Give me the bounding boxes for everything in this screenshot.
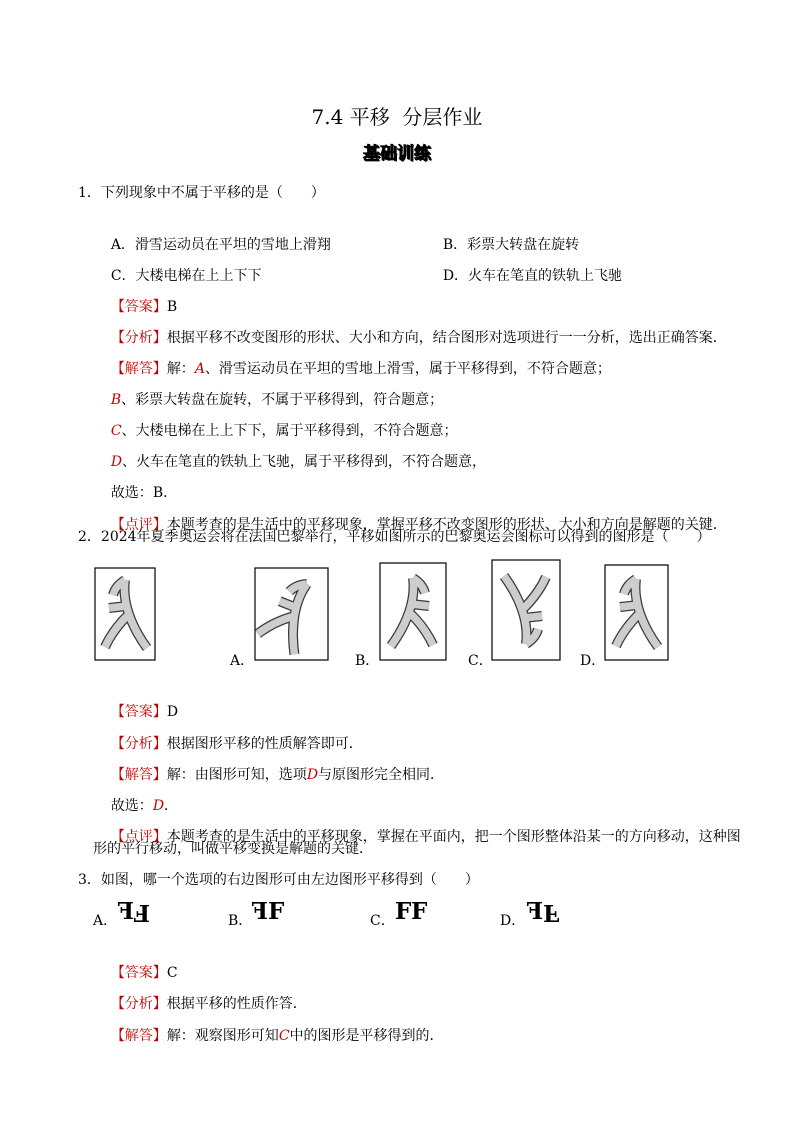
q2-original-figure xyxy=(94,567,156,661)
option-text: 滑雪运动员在平坦的雪地上滑翔 xyxy=(134,237,331,253)
solution-text: 中的图形是平移得到的． xyxy=(289,1028,444,1044)
comment-label: 【点评】 xyxy=(110,517,167,533)
answer-value: B xyxy=(166,299,178,315)
conclusion-end: ． xyxy=(163,485,178,501)
q1-stem: 1．下列现象中不属于平移的是（ ） xyxy=(78,185,325,201)
q2-option-b-label: B． xyxy=(355,653,380,669)
q3-option-c-figure xyxy=(395,900,427,926)
solution-letter: D xyxy=(306,767,319,783)
q3-option-b-label: B． xyxy=(228,913,253,929)
solution-letter: B xyxy=(110,392,122,408)
solution-label: 【解答】 xyxy=(110,361,167,377)
q3-option-d-label: D． xyxy=(500,913,526,929)
option-text: 彩票大转盘在旋转 xyxy=(467,237,580,253)
solution-text: 、火车在笔直的铁轨上飞驰，属于平移得到，不符合题意， xyxy=(122,454,487,470)
q2-option-a-figure xyxy=(254,567,329,661)
choose-label: 故选： xyxy=(110,485,153,501)
solution-letter: C xyxy=(278,1028,290,1044)
f-shape-mirrored: F xyxy=(251,898,268,925)
q2-option-d-figure xyxy=(604,564,669,661)
solution-text: 、彩票大转盘在旋转，不属于平移得到，符合题意； xyxy=(121,392,444,408)
q3-solution xyxy=(93,1006,444,1066)
paris-2024-logo-mirrored xyxy=(391,578,433,646)
answer-label: 【答案】 xyxy=(110,965,167,981)
paris-2024-logo xyxy=(105,580,147,648)
q2-option-c-label: C． xyxy=(468,653,493,669)
q2-option-b-figure xyxy=(379,562,447,661)
q3-option-c-label: C． xyxy=(370,913,395,929)
option-letter: D． xyxy=(442,268,469,284)
q1-option-d xyxy=(425,246,622,306)
answer-label: 【答案】 xyxy=(110,704,167,720)
section-heading: 基础训练 xyxy=(363,144,431,164)
answer-value: C xyxy=(166,965,178,981)
solution-intro: 解： xyxy=(166,361,195,377)
conclusion-letter: D xyxy=(152,798,165,814)
q3-option-d-figure xyxy=(527,900,559,926)
q2-option-a-label: A． xyxy=(230,653,255,669)
solution-letter: A xyxy=(194,361,205,377)
comment-text: 本题考查的是生活中的平移现象，掌握在平面内，把一个图形整体沿某一的方向移动，这种图 xyxy=(166,829,741,845)
conclusion-end: ． xyxy=(164,798,179,814)
q3-option-b-figure xyxy=(252,900,284,926)
option-letter: C． xyxy=(110,268,136,284)
option-letter: A． xyxy=(110,237,135,253)
paris-2024-logo-rotated xyxy=(257,575,326,655)
solution-text: 、大楼电梯在上上下下，属于平移得到，不符合题意； xyxy=(121,423,458,439)
option-text: 大楼电梯在上上下下 xyxy=(135,268,262,284)
f-shape-mirrored: F xyxy=(526,898,543,925)
solution-label: 【解答】 xyxy=(110,1028,167,1044)
analysis-text: 根据图形平移的性质解答即可． xyxy=(166,736,363,752)
paris-2024-logo xyxy=(616,579,658,647)
solution-text: 解：由图形可知，选项 xyxy=(166,767,307,783)
conclusion-letter: B xyxy=(152,485,164,501)
q3-stem: 3．如图，哪一个选项的右边图形可由左边图形平移得到（ ） xyxy=(78,872,479,888)
comment-text: 本题考查的是生活中的平移现象，掌握平移不改变图形的形状、大小和方向是解题的关键． xyxy=(166,517,727,533)
f-shape-mirrored: F xyxy=(117,898,134,925)
answer-value: D xyxy=(166,704,179,720)
solution-text: 与原图形完全相同． xyxy=(318,767,445,783)
solution-text: 、滑雪运动员在平坦的雪地上滑雪，属于平移得到，不符合题意； xyxy=(204,361,611,377)
f-shape: F xyxy=(268,898,285,925)
q2-option-d-label: D． xyxy=(580,653,606,669)
choose-label: 故选： xyxy=(110,798,153,814)
analysis-label: 【分析】 xyxy=(110,996,167,1012)
q3-option-a-label: A． xyxy=(93,913,118,929)
analysis-label: 【分析】 xyxy=(110,736,167,752)
f-shape: F xyxy=(411,898,428,925)
option-text: 火车在笔直的铁轨上飞驰 xyxy=(468,268,623,284)
analysis-text: 根据平移不改变图形的形状、大小和方向，结合图形对选项进行一一分析，选出正确答案． xyxy=(166,330,727,346)
analysis-text: 根据平移的性质作答． xyxy=(166,996,307,1012)
solution-letter: C xyxy=(110,423,122,439)
q3-option-a-figure xyxy=(118,900,150,926)
f-shape-rotated: F xyxy=(133,899,150,926)
q2-comment-continued: 形的平行移动，叫做平移变换是解题的关键． xyxy=(93,841,373,857)
comment-label: 【点评】 xyxy=(110,829,167,845)
f-shape-flipped: F xyxy=(543,899,560,926)
solution-text: 解：观察图形可知 xyxy=(166,1028,279,1044)
page-title: 7.4 平移 分层作业 xyxy=(311,105,483,129)
paris-2024-logo-inverted xyxy=(504,576,546,644)
option-letter: B． xyxy=(442,237,468,253)
solution-label: 【解答】 xyxy=(110,767,167,783)
solution-letter: D xyxy=(110,454,123,470)
q2-option-c-figure xyxy=(491,559,561,661)
analysis-label: 【分析】 xyxy=(110,330,167,346)
answer-label: 【答案】 xyxy=(110,299,167,315)
f-shape: F xyxy=(395,898,412,925)
q2-stem: 2．2024年夏季奥运会将在法国巴黎举行，平移如图所示的巴黎奥运会图标可以得到的图形是（ ） xyxy=(78,529,711,545)
